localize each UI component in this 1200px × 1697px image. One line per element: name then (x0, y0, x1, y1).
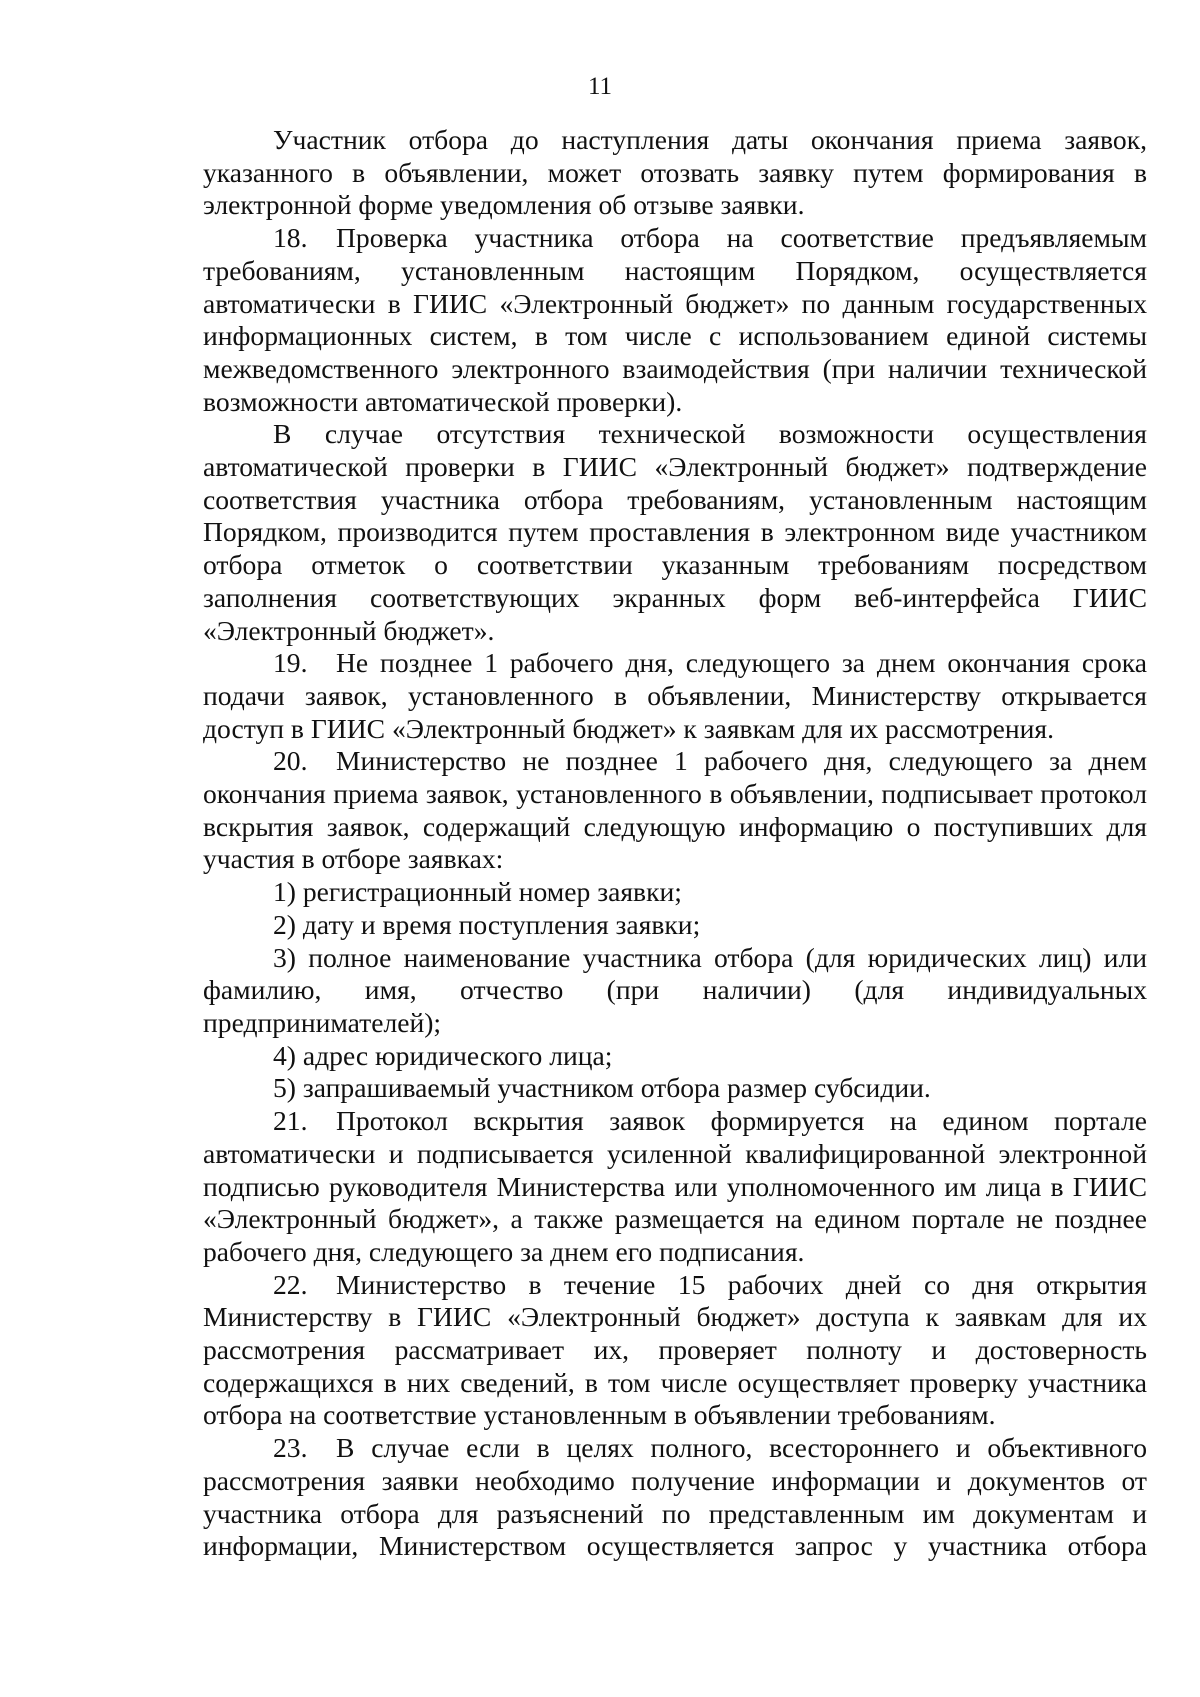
paragraph-number: 22. (273, 1268, 308, 1300)
paragraph-text: Не позднее 1 рабочего дня, следующего за днем окончания срока подачи заявок, установленного в объявлении, Министерству открывается доступ в ГИИС «Электронный бюджет» к заявкам для их рассмотрения. (203, 647, 1147, 744)
page-number: 11 (587, 73, 613, 100)
paragraph-no-tech-possibility (203, 418, 1147, 647)
list-item-2 (203, 909, 1147, 942)
paragraph-text: В случае если в целях полного, всестороннего и объективного рассмотрения заявки необходимо получение информации и документов от участника отбора для разъяснений по представленным им документам и информации, Министерством осуществляется запрос у участника отбора (203, 1432, 1147, 1562)
list-item-3 (203, 942, 1147, 1040)
paragraph-text: В случае отсутствия технической возможности осуществления автоматической проверки в ГИИС «Электронный бюджет» подтверждение соответствия участника отбора требованиям, установленным настоящим Порядком, производится путем проставления в электронном виде участником отбора отметок о соответствии указанным требованиям посредством заполнения соответствующих экранных форм веб-интерфейса ГИИС «Электронный бюджет». (203, 418, 1147, 646)
paragraph-21 (203, 1105, 1147, 1269)
list-item-text: 3) полное наименование участника отбора (для юридических лиц) или фамилию, имя, отчество (при наличии) (для индивидуальных предпринимателей); (203, 941, 1147, 1038)
paragraph-text: Министерство не позднее 1 рабочего дня, следующего за днем окончания приема заявок, установленного в объявлении, подписывает протокол вскрытия заявок, содержащий следующую информацию о поступивших для участия в отборе заявках: (203, 745, 1147, 875)
paragraph-number: 19. (273, 647, 308, 679)
paragraph-withdrawal (203, 124, 1147, 222)
list-item-text: 1) регистрационный номер заявки; (273, 876, 682, 908)
list-item-text: 5) запрашиваемый участником отбора размер субсидии. (273, 1072, 931, 1104)
paragraph-number: 18. (273, 222, 308, 254)
paragraph-text: Министерство в течение 15 рабочих дней со дня открытия Министерству в ГИИС «Электронный бюджет» доступа к заявкам для их рассмотрения рассматривает их, проверяет полноту и достоверность содержащихся в них сведений, в том числе осуществляет проверку участника отбора на соответствие установленным в объявлении требованиям. (203, 1268, 1147, 1431)
list-item-text: 2) дату и время поступления заявки; (273, 908, 701, 940)
list-item-5 (203, 1072, 1147, 1105)
paragraph-number: 20. (273, 745, 308, 777)
paragraph-22 (203, 1269, 1147, 1433)
paragraph-19 (203, 647, 1147, 745)
document-body (203, 124, 1147, 1563)
list-item-text: 4) адрес юридического лица; (273, 1039, 613, 1071)
list-item-1 (203, 876, 1147, 909)
paragraph-20 (203, 745, 1147, 876)
list-item-4 (203, 1040, 1147, 1073)
paragraph-text: Протокол вскрытия заявок формируется на едином портале автоматически и подписывается усиленной квалифицированной электронной подписью руководителя Министерства или уполномоченного им лица в ГИИС «Электронный бюджет», а также размещается на едином портале не позднее рабочего дня, следующего за днем его подписания. (203, 1105, 1147, 1267)
paragraph-text: Проверка участника отбора на соответствие предъявляемым требованиям, установленным настоящим Порядком, осуществляется автоматически в ГИИС «Электронный бюджет» по данным государственных информационных систем, в том числе с использованием единой системы межведомственного электронного взаимодействия (при наличии технической возможности автоматической проверки). (203, 222, 1147, 417)
paragraph-number: 21. (273, 1105, 308, 1137)
paragraph-number: 23. (273, 1432, 308, 1464)
paragraph-text: Участник отбора до наступления даты окончания приема заявок, указанного в объявлении, может отозвать заявку путем формирования в электронной форме уведомления об отзыве заявки. (203, 124, 1147, 221)
paragraph-23 (203, 1432, 1147, 1563)
paragraph-18 (203, 222, 1147, 418)
